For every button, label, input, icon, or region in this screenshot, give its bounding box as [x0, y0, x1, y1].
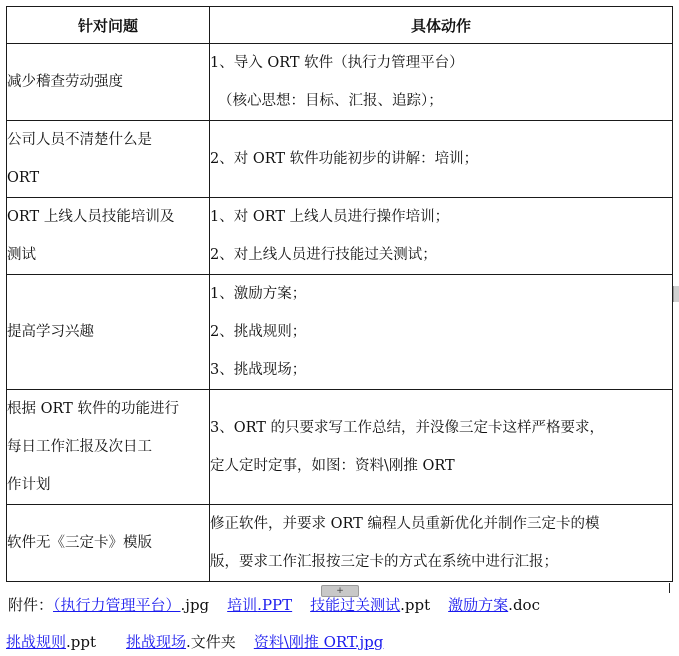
- action-text: 修正软件，并要求 ORT 编程人员重新优化并制作三定卡的模: [210, 516, 600, 532]
- attachments-line-1: [8, 594, 540, 615]
- issue-cell: [7, 121, 210, 198]
- action-text: 定人定时定事，如图：资料\刚推 ORT: [210, 458, 455, 474]
- issue-text: 软件无《三定卡》模版: [7, 535, 152, 551]
- action-text: 1、激励方案；: [210, 286, 307, 302]
- action-text: 2、对 ORT 软件功能初步的讲解：培训；: [210, 151, 479, 167]
- action-cell: [210, 390, 673, 505]
- issue-cell: [7, 198, 210, 275]
- header-issue: 针对问题: [7, 7, 210, 44]
- action-cell: [210, 505, 673, 582]
- attachment-ext-link[interactable]: .PPT: [257, 596, 293, 614]
- attachment-link-incentive[interactable]: 激励方案: [448, 596, 509, 614]
- attachment-link-training[interactable]: 培训: [227, 596, 258, 614]
- table-row: [7, 44, 673, 121]
- action-cell: [210, 44, 673, 121]
- table-row: [7, 390, 673, 505]
- attachment-link-exec-platform[interactable]: （执行力管理平台）: [53, 596, 181, 614]
- action-text: 3、ORT 的只要求写工作总结，并没像三定卡这样严格要求，: [210, 420, 605, 436]
- page-edge-marker: [673, 286, 679, 302]
- action-text: 2、挑战规则；: [210, 324, 307, 340]
- issue-text: 公司人员不清楚什么是: [7, 132, 152, 148]
- text-cursor: [669, 583, 674, 593]
- issue-text: 测试: [7, 247, 36, 263]
- plus-icon: +: [336, 586, 344, 596]
- action-cell: [210, 121, 673, 198]
- attachment-link-challenge-rules[interactable]: 挑战规则: [6, 633, 67, 651]
- action-cell: [210, 198, 673, 275]
- attachment-link-materials[interactable]: 资料\刚推 ORT.jpg: [253, 633, 384, 651]
- action-text: （核心思想：目标、汇报、追踪）；: [218, 93, 443, 109]
- issue-text: ORT: [7, 170, 40, 186]
- attachment-ext: .ppt: [400, 596, 431, 614]
- table-row: [7, 121, 673, 198]
- action-text: 版，要求工作汇报按三定卡的方式在系统中进行汇报；: [210, 554, 558, 570]
- issue-cell: [7, 505, 210, 582]
- attachment-ext: .doc: [508, 596, 540, 614]
- action-table: [6, 6, 673, 582]
- action-text: 1、对 ORT 上线人员进行操作培训；: [210, 209, 450, 225]
- table-row: [7, 275, 673, 390]
- issue-cell: [7, 275, 210, 390]
- action-cell: [210, 275, 673, 390]
- issue-cell: [7, 44, 210, 121]
- table-row: [7, 198, 673, 275]
- attachments-line-2: [6, 631, 383, 652]
- issue-cell: [7, 390, 210, 505]
- issue-text: 每日工作汇报及次日工: [7, 439, 152, 455]
- attachments-label: 附件：: [8, 596, 54, 614]
- action-text: 1、导入 ORT 软件（执行力管理平台）: [210, 55, 464, 71]
- attachment-link-skill-test[interactable]: 技能过关测试: [310, 596, 401, 614]
- table-row: [7, 505, 673, 582]
- attachment-ext: .ppt: [66, 633, 97, 651]
- issue-text: 根据 ORT 软件的功能进行: [7, 401, 179, 417]
- action-text: 2、对上线人员进行技能过关测试；: [210, 247, 437, 263]
- attachment-ext: .jpg: [180, 596, 210, 614]
- attachment-ext: .文件夹: [186, 633, 236, 651]
- issue-text: 减少稽查劳动强度: [7, 74, 123, 90]
- attachment-link-challenge-site[interactable]: 挑战现场: [126, 633, 187, 651]
- header-action: 具体动作: [210, 7, 673, 44]
- issue-text: ORT 上线人员技能培训及: [7, 209, 175, 225]
- action-text: 3、挑战现场；: [210, 362, 307, 378]
- issue-text: 作计划: [7, 477, 51, 493]
- table-header-row: [7, 7, 673, 44]
- issue-text: 提高学习兴趣: [7, 324, 94, 340]
